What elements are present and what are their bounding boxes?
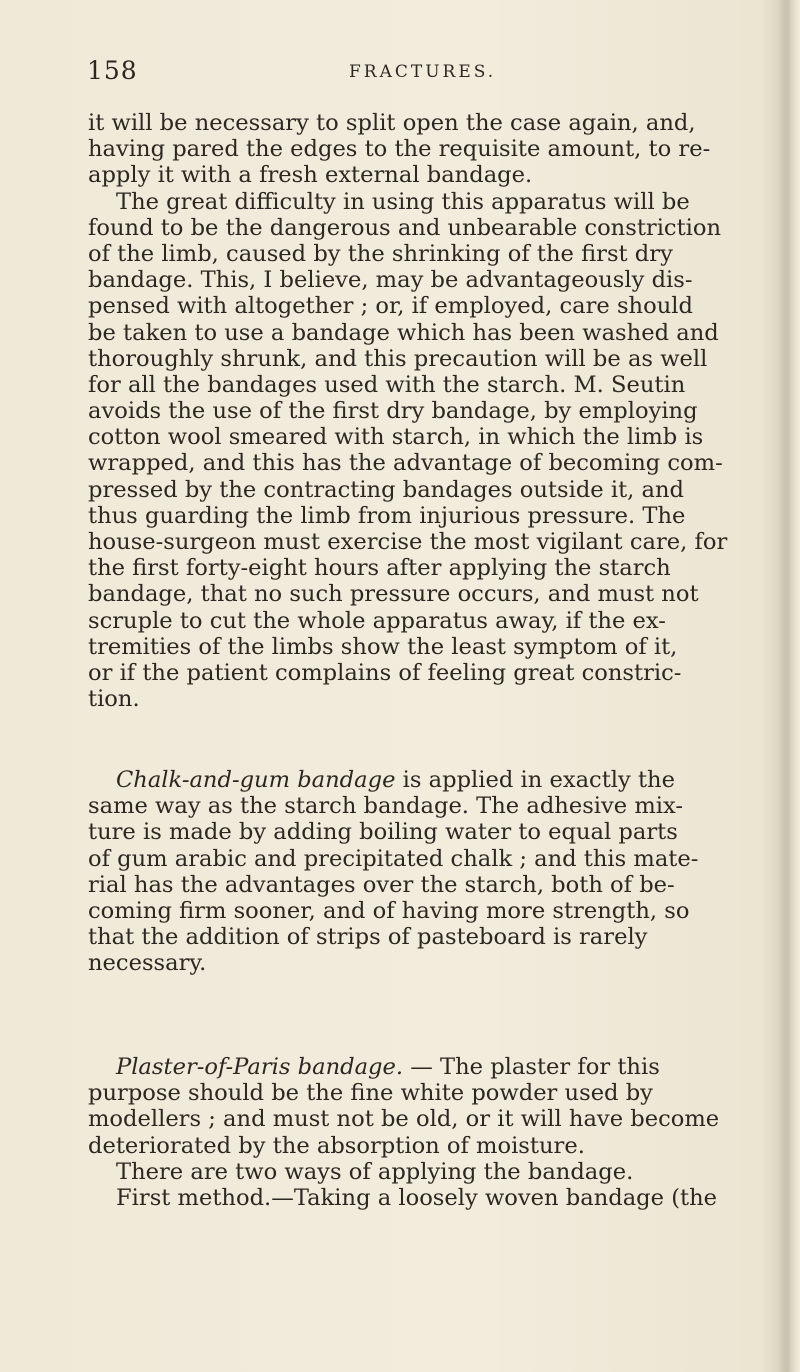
paragraph-plaster-of-paris-bandage [88,1054,754,1211]
text-line: First method.—Taking a loosely woven bandage (the [116,1184,718,1211]
text-line: There are two ways of applying the bandage. [116,1158,634,1185]
text-line [88,1054,754,1080]
text-line: be taken to use a bandage which has been washed and [88,319,719,346]
text-line: house-surgeon must exercise the most vigilant care, for [88,529,728,555]
text-line: modellers ; and must not be old, or it will have become [88,1106,720,1133]
text-line: apply it with a fresh external bandage. [88,162,533,189]
text-line: scruple to cut the whole apparatus away, if the ex- [88,607,666,634]
paragraph-chalk-and-gum-bandage [88,767,754,977]
text-line: bandage, that no such pressure occurs, and must not [88,581,699,608]
text-line: pensed with altogether ; or, if employed, care should [88,293,693,320]
text-line: deteriorated by the absorption of moisture. [88,1132,585,1159]
text-line: thoroughly shrunk, and this precaution will be as well [88,345,708,372]
text-line: having pared the edges to the requisite amount, to re- [88,136,711,163]
section-term: Plaster-of-Paris bandage. [116,1054,404,1080]
page-edge-shadow [778,0,800,1372]
text-line: ture is made by adding boiling water to equal parts [88,819,678,846]
text-line: the first forty-eight hours after applying the starch [88,555,671,582]
section-term: Chalk-and-gum bandage [116,767,396,793]
text-line: cotton wool smeared with starch, in which the limb is [88,424,704,451]
text-line-rest: is applied in exactly the [395,767,675,793]
running-head: FRACTURES. [349,62,497,82]
text-line: tremities of the limbs show the least symptom of it, [88,633,678,660]
text-line: bandage. This, I believe, may be advantageously dis- [88,267,693,294]
paragraph-starch-bandage [88,110,754,712]
page-number: 158 [87,56,138,85]
text-line: rial has the advantages over the starch, both of be- [88,871,675,898]
text-line: or if the patient complains of feeling great constric- [88,659,682,686]
text-line: found to be the dangerous and unbearable constriction [88,214,722,241]
text-line: thus guarding the limb from injurious pressure. The [88,502,686,529]
text-line: that the addition of strips of pasteboard is rarely [88,924,648,951]
text-line: avoids the use of the first dry bandage, by employing [88,398,698,425]
text-line: of gum arabic and precipitated chalk ; and this mate- [88,845,699,872]
text-line: it will be necessary to split open the case again, and, [88,110,696,136]
text-line: of the limb, caused by the shrinking of the first dry [88,240,673,267]
text-line: pressed by the contracting bandages outside it, and [88,476,684,503]
text-line: The great difficulty in using this apparatus will be [116,188,690,215]
text-line: necessary. [88,950,207,977]
text-line: purpose should be the fine white powder used by [88,1080,653,1107]
text-line: for all the bandages used with the starch. M. Seutin [88,371,686,398]
text-line: coming firm sooner, and of having more strength, so [88,897,690,924]
text-line: same way as the starch bandage. The adhesive mix- [88,793,683,820]
text-line [88,767,754,793]
text-line: tion. [88,686,140,713]
text-line: wrapped, and this has the advantage of becoming com- [88,450,723,477]
text-line-rest: — The plaster for this [403,1054,660,1080]
